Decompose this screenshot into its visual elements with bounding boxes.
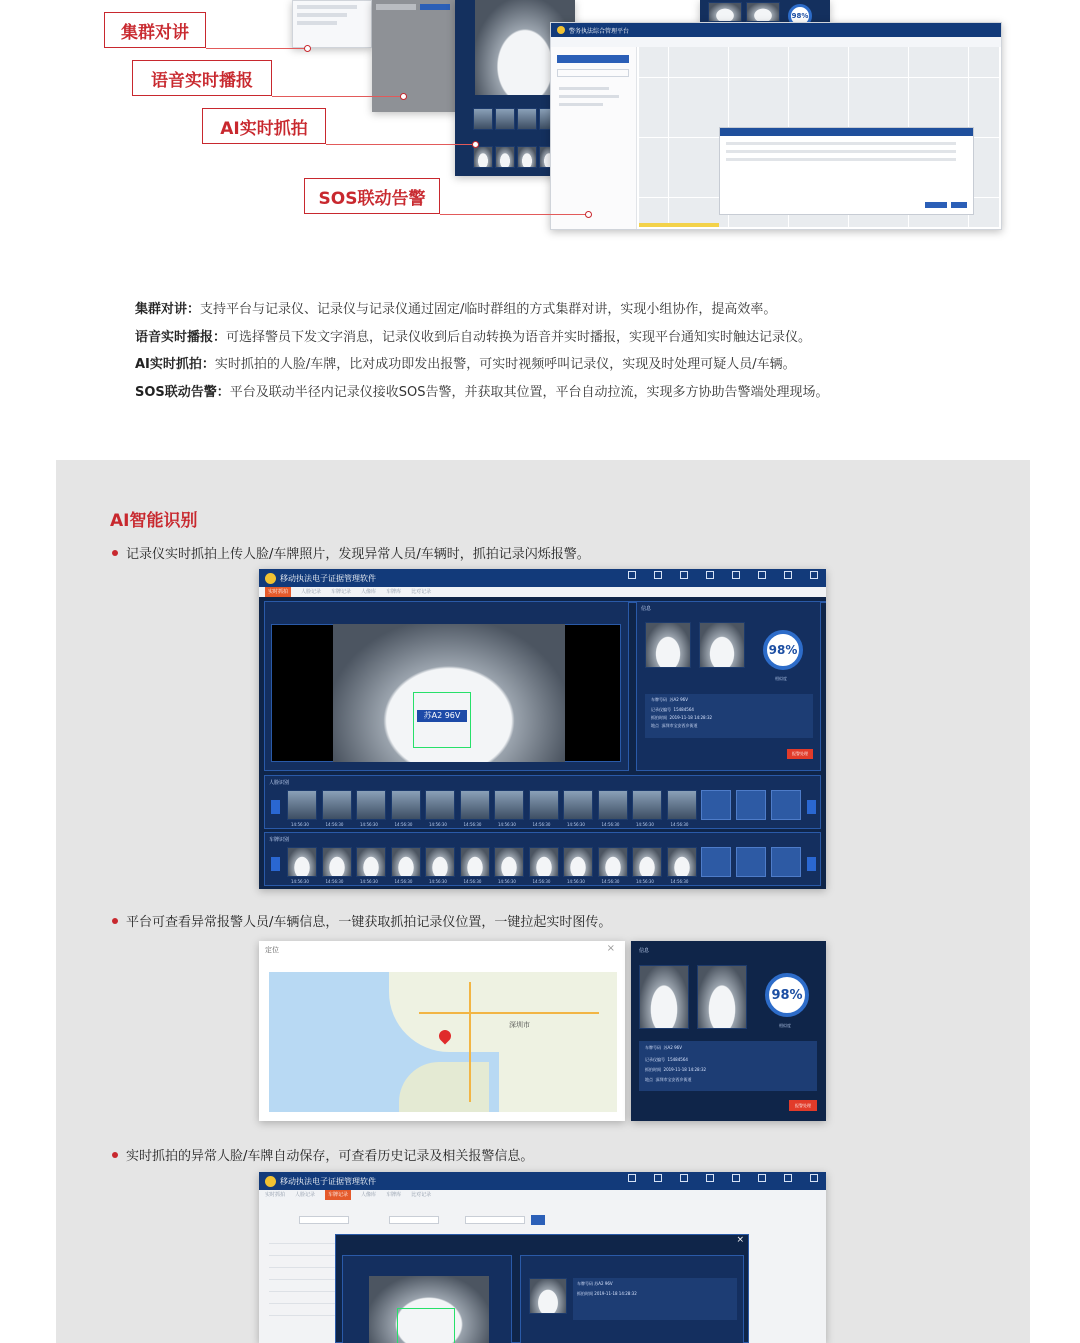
face-capture-thumbnail[interactable] <box>391 790 421 820</box>
capture-time: 14:56:30 <box>325 879 344 884</box>
desc-talk-group: 集群对讲：支持平台与记录仪、记录仪与记录仪通过固定/临时群组的方式集群对讲，实现小组协作，提高效率。 <box>135 302 777 317</box>
capture-time: 14:56:30 <box>636 879 654 884</box>
plate-capture-thumbnail[interactable] <box>529 847 559 877</box>
callout-dot <box>400 93 407 100</box>
image-placeholder-icon <box>701 790 731 820</box>
capture-time: 14:56:30 <box>360 879 378 884</box>
callout-sos: SOS联动告警 <box>304 178 440 214</box>
captured-car-video[interactable] <box>333 624 565 762</box>
plate-text: 苏A2 96V <box>417 710 467 722</box>
capture-time: 14:56:30 <box>670 879 689 884</box>
capture-time: 14:56:30 <box>498 879 516 884</box>
alarm-info-table: 车牌号码 苏A2 96V 记录仪编号 15484564 抓拍时间 2019-11-18 14:28:32 地点 深圳市宝安西乡街道 <box>639 1041 817 1091</box>
info-panel: 信息 98% 相似度 车牌号码 苏A2 96V 记录仪编号 15484564 抓拍时间 2019-11-18 14:28:32 地点 深圳市宝安西乡街道 报警处理 <box>636 601 821 771</box>
next-arrow-icon[interactable] <box>807 857 816 871</box>
capture-time: 14:56:30 <box>325 822 344 827</box>
callout-dot <box>304 45 311 52</box>
bullet-dot <box>112 550 118 556</box>
police-logo-icon <box>265 573 276 584</box>
plate-capture-thumbnail[interactable] <box>425 847 455 877</box>
app-header: 移动执法电子证据管理软件 <box>259 1172 826 1190</box>
image-placeholder-icon <box>736 847 766 877</box>
face-capture-thumbnail[interactable] <box>529 790 559 820</box>
close-icon[interactable]: × <box>606 943 615 954</box>
platform-title: 警务执法综合管理平台 <box>569 27 630 35</box>
image-placeholder-icon <box>701 847 731 877</box>
plate-capture-strip: 车牌识别 14:56:30 14:56:30 14:56:30 14:56:30 14:56:30 14:56:30 14:56:30 14:56:30 14:56:30 14:56:30 14:56:30 14:56:30 <box>264 832 821 886</box>
plate-capture-thumbnail[interactable] <box>460 847 490 877</box>
callout-voice-broadcast: 语音实时播报 <box>132 60 272 96</box>
history-records-screenshot: 移动执法电子证据管理软件 实时抓拍 人脸记录 车牌记录 人像库 车牌库 比对记录 × 车牌号码 苏A2 96V 抓拍时间 2019-11-18 14:28:32 <box>259 1172 826 1343</box>
capture-time: 14:56:30 <box>360 822 378 827</box>
capture-time: 14:56:30 <box>670 822 689 827</box>
image-placeholder-icon <box>736 790 766 820</box>
platform-map[interactable] <box>639 47 999 227</box>
capture-app-screenshot: 移动执法电子证据管理软件 实时抓拍 人脸记录 车牌记录 人像库 车牌库 比对记录 苏A2 96V 信息 98% 相似度 车牌号码 苏A2 96V 记录仪编号 15484564 抓拍时间 2019-11-18 14:28:32 地点 深圳市宝安西乡街道 报警处理 人脸识别 14:56:30 14:56:30 14:56:30 14:56:30 14:56:30 14:56:30 14:56:30 14:56:30 14:56:30 14:56:30 14:56:30 14:56:30 车牌识别 14:56:30 14:56:30 14:56:30 14:56:30 14:56:30 14:56:30 14:56:30 14:56:30 14:56:30 14:56:30 14:56:30 14:56:30 <box>259 569 826 889</box>
desc-voice-broadcast: 语音实时播报：可选择警员下发文字消息，记录仪收到后自动转换为语音并实时播报，实现平台通知实时触达记录仪。 <box>135 330 812 345</box>
location-map[interactable]: 深圳市 <box>269 972 617 1112</box>
face-capture-thumbnail[interactable] <box>494 790 524 820</box>
talk-group-screenshot <box>292 0 372 48</box>
capture-time: 14:56:30 <box>463 879 482 884</box>
bullet-dot <box>112 1152 118 1158</box>
face-capture-thumbnail[interactable] <box>598 790 628 820</box>
record-detail-dialog: × 车牌号码 苏A2 96V 抓拍时间 2019-11-18 14:28:32 <box>335 1234 749 1343</box>
match-percent-badge: 98% <box>788 4 812 26</box>
capture-time: 14:56:30 <box>394 822 413 827</box>
plate-capture-thumbnail[interactable] <box>563 847 593 877</box>
face-capture-thumbnail[interactable] <box>667 790 697 820</box>
capture-time: 14:56:30 <box>532 822 551 827</box>
bullet-item: 记录仪实时抓拍上传人脸/车牌照片，发现异常人员/车辆时，抓拍记录闪烁报警。 <box>112 543 590 562</box>
plate-capture-thumbnail[interactable] <box>356 847 386 877</box>
callout-talk-group: 集群对讲 <box>104 12 206 48</box>
callout-dot <box>472 141 479 148</box>
capture-time: 14:56:30 <box>498 822 516 827</box>
plate-capture-thumbnail[interactable] <box>494 847 524 877</box>
plate-capture-thumbnail[interactable] <box>287 847 317 877</box>
plate-capture-thumbnail[interactable] <box>667 847 697 877</box>
match-percent-badge: 98% <box>765 973 809 1017</box>
image-placeholder-icon <box>771 790 801 820</box>
desc-sos: SOS联动告警：平台及联动半径内记录仪接收SOS告警，并获取其位置，平台自动拉流，实现多方协助告警端处理现场。 <box>135 385 829 400</box>
capture-time: 14:56:30 <box>463 822 482 827</box>
alarm-handle-button[interactable]: 报警处理 <box>789 1100 817 1111</box>
callout-ai-capture: AI实时抓拍 <box>202 108 326 144</box>
plate-capture-thumbnail[interactable] <box>632 847 662 877</box>
close-icon[interactable]: × <box>736 1235 744 1245</box>
face-capture-thumbnail[interactable] <box>425 790 455 820</box>
prev-arrow-icon[interactable] <box>271 857 280 871</box>
locate-dialog-title: 定位 <box>265 946 279 954</box>
capture-time: 14:56:30 <box>601 822 620 827</box>
face-capture-thumbnail[interactable] <box>460 790 490 820</box>
capture-time: 14:56:30 <box>567 879 585 884</box>
ai-section-title: AI智能识别 <box>110 511 198 531</box>
plate-capture-thumbnail[interactable] <box>391 847 421 877</box>
police-logo-icon <box>265 1176 276 1187</box>
desc-ai-capture: AI实时抓拍：实时抓拍的人脸/车牌，比对成功即发出报警，可实时视频呼叫记录仪，实现及时处理可疑人员/车辆。 <box>135 357 796 372</box>
capture-time: 14:56:30 <box>636 822 654 827</box>
face-capture-thumbnail[interactable] <box>563 790 593 820</box>
image-placeholder-icon <box>771 847 801 877</box>
bullet-item: 实时抓拍的异常人脸/车牌自动保存，可查看历史记录及相关报警信息。 <box>112 1145 533 1164</box>
capture-time: 14:56:30 <box>601 879 620 884</box>
locate-map-screenshot <box>259 941 625 1121</box>
callout-dot <box>585 211 592 218</box>
capture-info-table: 车牌号码 苏A2 96V 记录仪编号 15484564 抓拍时间 2019-11-18 14:28:32 地点 深圳市宝安西乡街道 <box>645 694 813 738</box>
face-capture-thumbnail[interactable] <box>322 790 352 820</box>
prev-arrow-icon[interactable] <box>271 800 280 814</box>
plate-capture-thumbnail[interactable] <box>598 847 628 877</box>
capture-time: 14:56:30 <box>567 822 585 827</box>
alarm-handle-button[interactable]: 报警处理 <box>787 749 813 759</box>
capture-time: 14:56:30 <box>532 879 551 884</box>
sos-platform-screenshot <box>550 22 1002 230</box>
alarm-info-screenshot: 信息 98% 相似度 车牌号码 苏A2 96V 记录仪编号 15484564 抓拍时间 2019-11-18 14:28:32 地点 深圳市宝安西乡街道 报警处理 <box>631 941 826 1121</box>
live-video-panel <box>264 601 629 771</box>
bullet-dot <box>112 918 118 924</box>
app-header: 移动执法电子证据管理软件 <box>259 569 826 587</box>
search-button[interactable] <box>531 1215 545 1225</box>
bullet-item: 平台可查看异常报警人员/车辆信息，一键获取抓拍记录仪位置，一键拉起实时图传。 <box>112 911 611 930</box>
face-capture-strip: 人脸识别 14:56:30 14:56:30 14:56:30 14:56:30 14:56:30 14:56:30 14:56:30 14:56:30 14:56:30 14:56:30 14:56:30 14:56:30 <box>264 775 821 829</box>
plate-capture-thumbnail[interactable] <box>322 847 352 877</box>
capture-time: 14:56:30 <box>429 822 447 827</box>
face-capture-thumbnail[interactable] <box>287 790 317 820</box>
capture-time: 14:56:30 <box>429 879 447 884</box>
capture-time: 14:56:30 <box>291 879 309 884</box>
face-capture-thumbnail[interactable] <box>356 790 386 820</box>
capture-time: 14:56:30 <box>394 879 413 884</box>
face-capture-thumbnail[interactable] <box>632 790 662 820</box>
match-percent-badge: 98% <box>763 630 803 670</box>
next-arrow-icon[interactable] <box>807 800 816 814</box>
capture-time: 14:56:30 <box>291 822 309 827</box>
